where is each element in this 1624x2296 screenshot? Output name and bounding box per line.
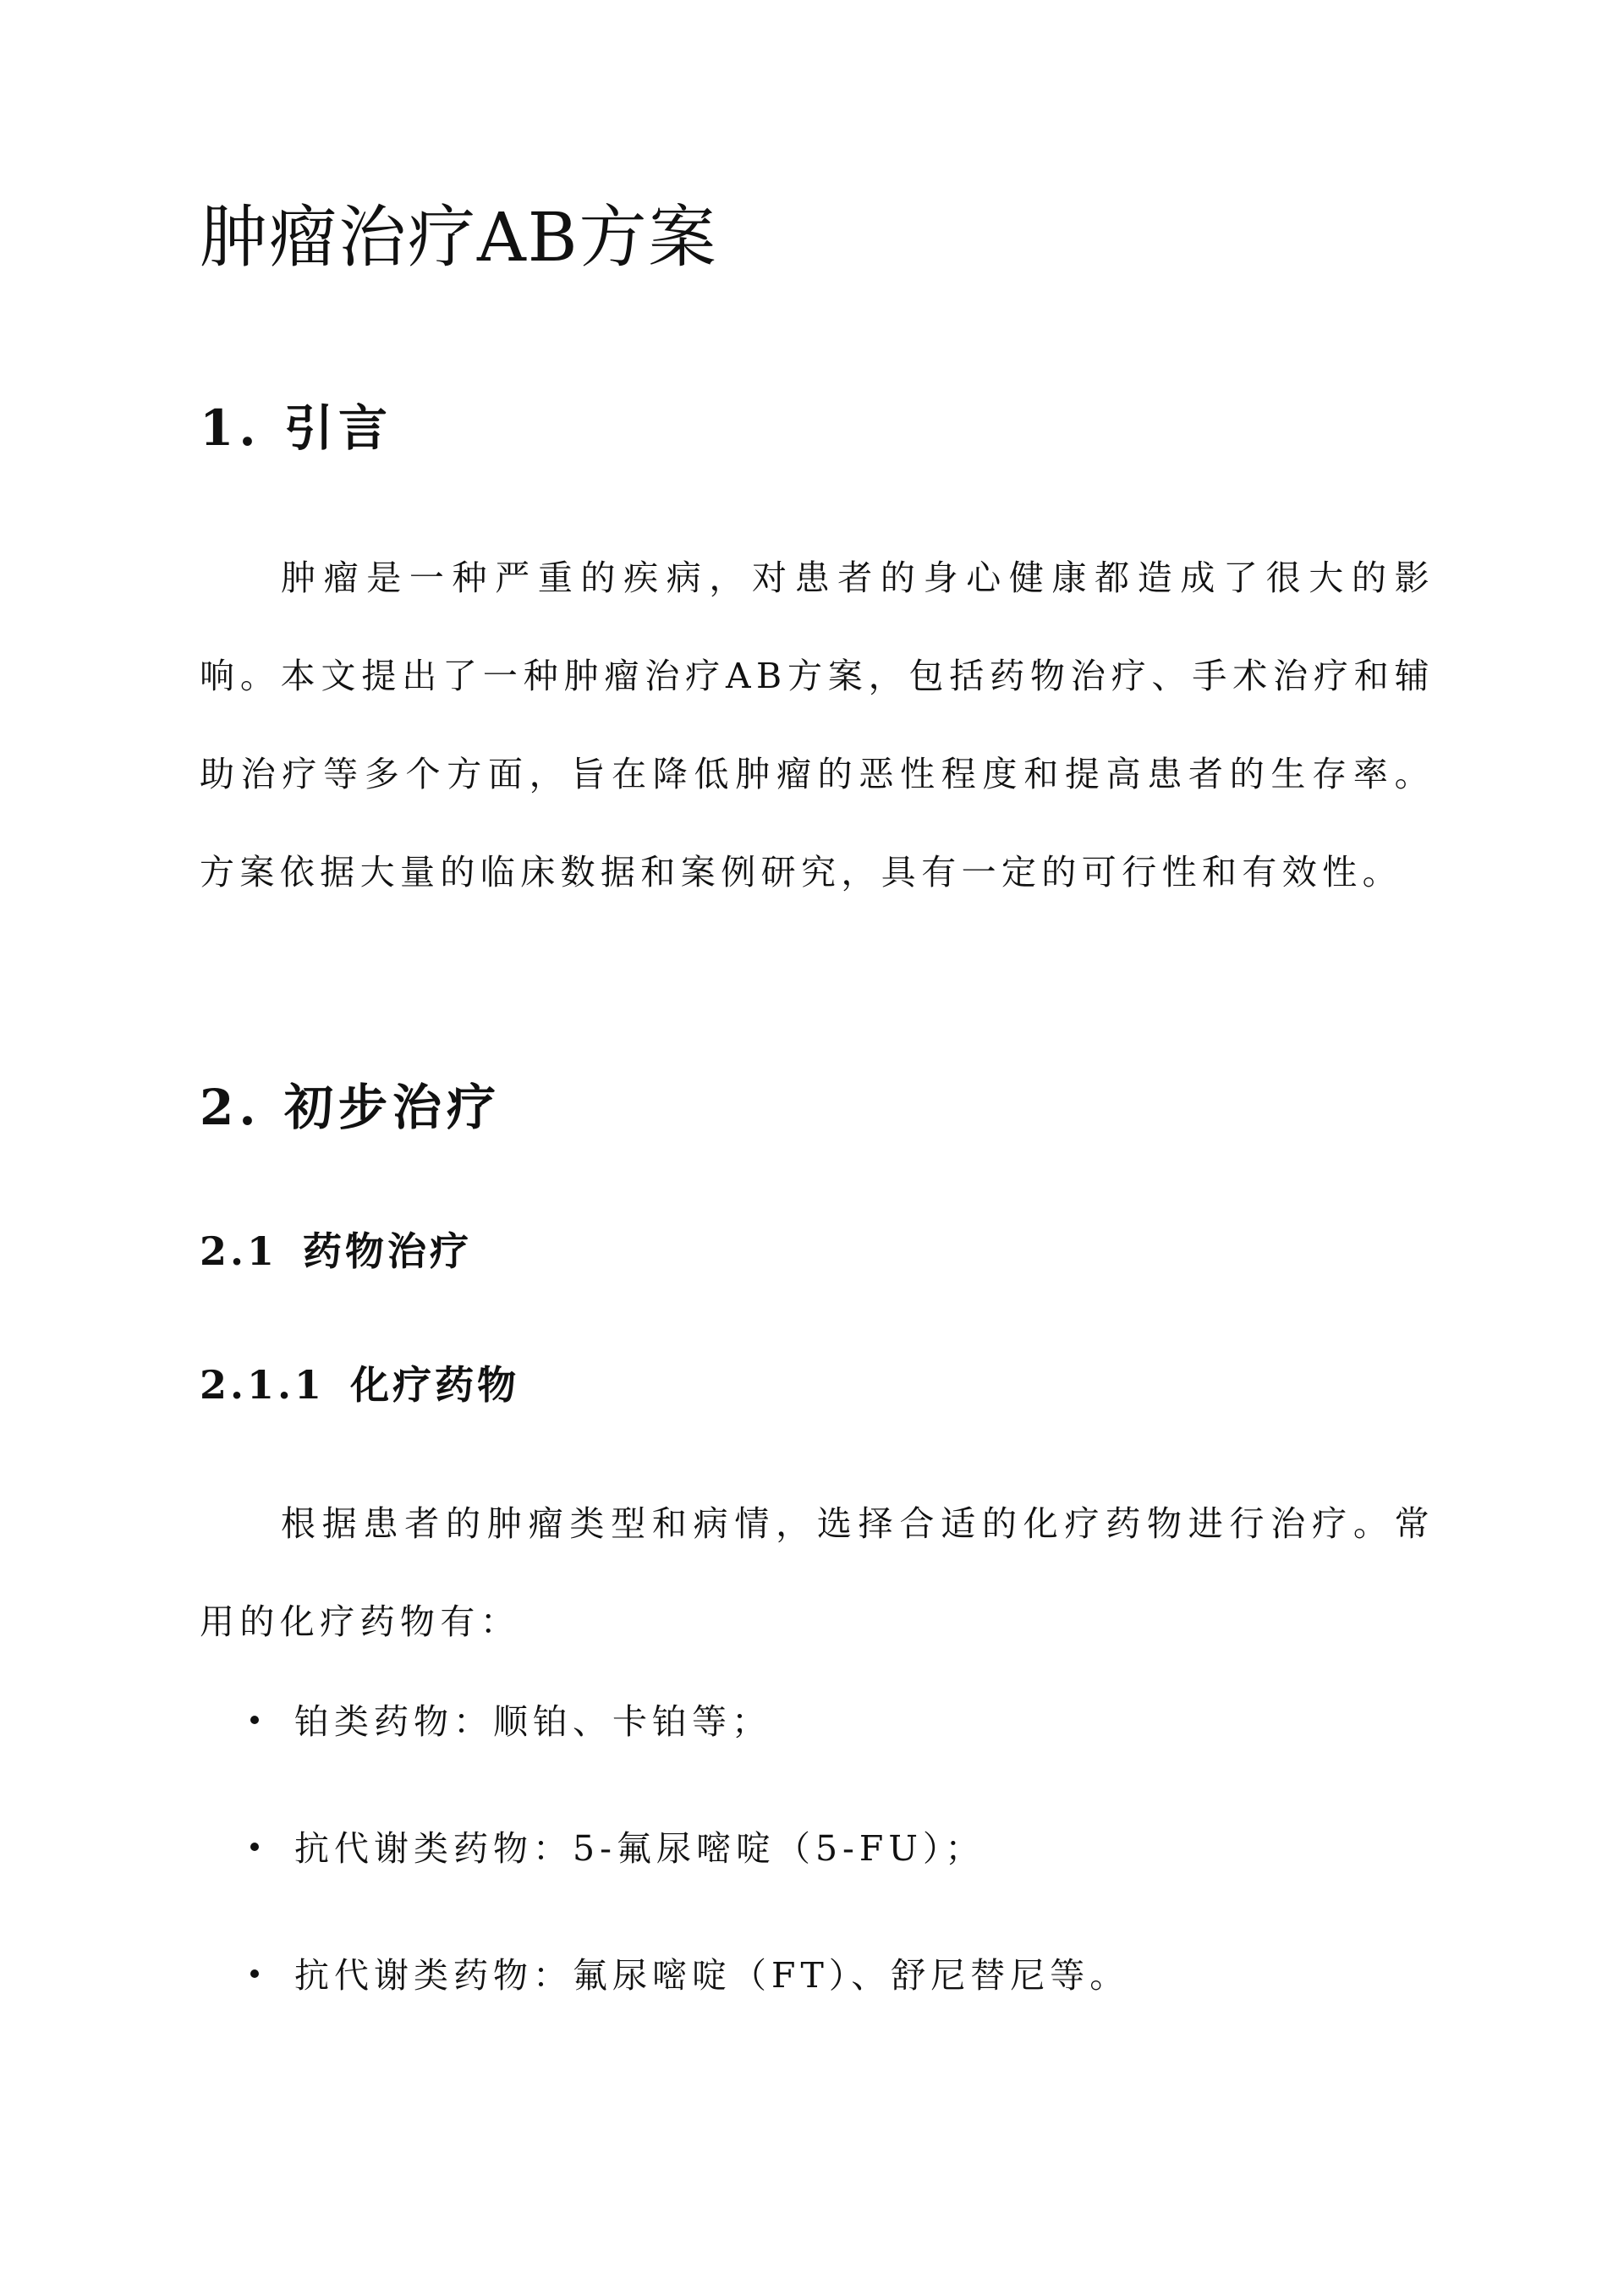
section-2-title: 初步治疗 bbox=[284, 1079, 502, 1136]
section-1-number: 1. bbox=[200, 399, 261, 457]
section-2-heading bbox=[200, 1079, 501, 1138]
section-2-1-1-number: 2.1.1 bbox=[200, 1362, 326, 1408]
section-2-1-1-heading bbox=[200, 1362, 519, 1409]
list-item-text: 抗代谢类药物：氟尿嘧啶（FT）、舒尼替尼等。 bbox=[294, 1955, 1130, 1996]
list-item-text: 抗代谢类药物：5-氟尿嘧啶（5-FU）； bbox=[294, 1828, 985, 1869]
section-1-title: 引言 bbox=[284, 399, 393, 457]
section-2-1-title: 药物治疗 bbox=[303, 1228, 473, 1274]
bullet-icon bbox=[250, 1843, 259, 1851]
section-2-1-heading bbox=[200, 1228, 472, 1275]
section-2-1-number: 2.1 bbox=[200, 1228, 278, 1274]
list-item bbox=[200, 1658, 1435, 1785]
document-title: 肿瘤治疗AB方案 bbox=[200, 198, 718, 277]
bullet-icon bbox=[250, 1969, 259, 1978]
list-item bbox=[200, 1785, 1435, 1912]
section-2-number: 2. bbox=[200, 1079, 261, 1136]
list-item bbox=[200, 1912, 1435, 2039]
bullet-icon bbox=[250, 1716, 259, 1724]
intro-paragraph: 肿瘤是一种严重的疾病，对患者的身心健康都造成了很大的影响。本文提出了一种肿瘤治疗AB方案，包括药物治疗、手术治疗和辅助治疗等多个方面，旨在降低肿瘤的恶性程度和提高患者的生存率。方案依据大量的临床数据和案例研究，具有一定的可行性和有效性。 bbox=[200, 558, 1435, 893]
section-2-1-1-title: 化疗药物 bbox=[350, 1362, 520, 1408]
section-1-heading bbox=[200, 399, 392, 459]
chemo-paragraph: 根据患者的肿瘤类型和病情，选择合适的化疗药物进行治疗。常用的化疗药物有： bbox=[200, 1503, 1435, 1642]
list-item-text: 铂类药物：顺铂、卡铂等； bbox=[294, 1701, 771, 1742]
chemo-drug-list bbox=[200, 1696, 1435, 2039]
